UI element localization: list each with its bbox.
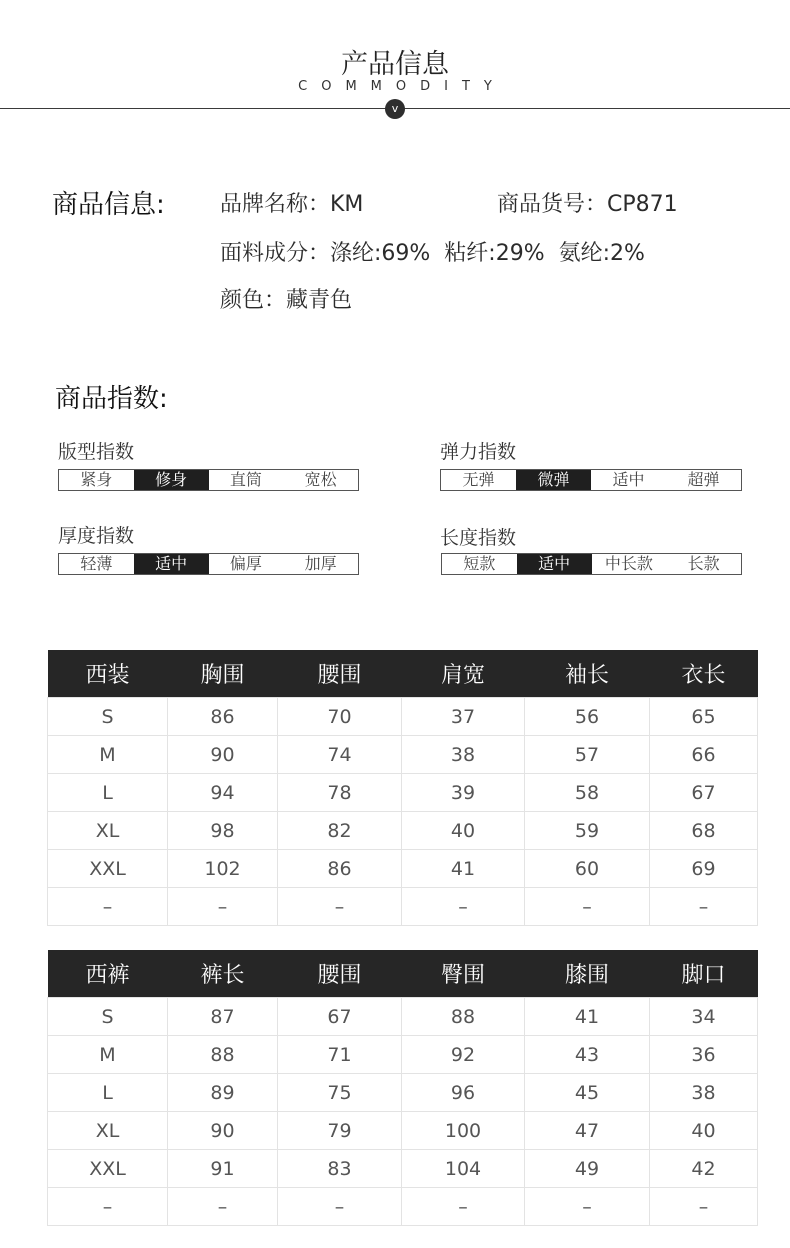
table-cell: XL	[48, 1112, 168, 1150]
table-row	[48, 1150, 758, 1188]
table-row	[48, 850, 758, 888]
table-cell: 60	[525, 850, 650, 888]
table-cell: 37	[402, 698, 525, 736]
table-cell: 83	[278, 1150, 402, 1188]
table-row	[48, 1036, 758, 1074]
table-cell: 69	[650, 850, 758, 888]
table-cell: 86	[278, 850, 402, 888]
table-cell: 82	[278, 812, 402, 850]
table-cell: M	[48, 736, 168, 774]
table-cell: 58	[525, 774, 650, 812]
column-header: 肩宽	[402, 650, 525, 698]
table-cell: M	[48, 1036, 168, 1074]
table-cell: 86	[168, 698, 278, 736]
scale-option: 加厚	[304, 554, 337, 573]
table-cell: 100	[402, 1112, 525, 1150]
color-text: 颜色：藏青色	[220, 288, 353, 313]
scale-option: 微弹	[516, 470, 591, 490]
table-cell: 102	[168, 850, 278, 888]
table-cell: 67	[650, 774, 758, 812]
table-row	[48, 1074, 758, 1112]
table-cell: 78	[278, 774, 402, 812]
elasticity-index-title: 弹力指数	[440, 441, 517, 463]
table-cell: L	[48, 774, 168, 812]
table-cell: –	[168, 1188, 278, 1226]
table-cell: –	[650, 1188, 758, 1226]
column-header: 裤长	[168, 950, 278, 998]
table-cell: 68	[650, 812, 758, 850]
brand-text: 品牌名称：KM	[220, 192, 364, 217]
table-cell: 47	[525, 1112, 650, 1150]
column-header: 臀围	[402, 950, 525, 998]
page-subtitle: COMMODITY	[298, 79, 506, 94]
table-cell: 96	[402, 1074, 525, 1112]
table-cell: –	[278, 1188, 402, 1226]
table-cell: 71	[278, 1036, 402, 1074]
table-row	[48, 1112, 758, 1150]
suit-size-table	[47, 650, 758, 926]
thickness-index-title: 厚度指数	[58, 525, 135, 547]
table-cell: 70	[278, 698, 402, 736]
table-cell: 104	[402, 1150, 525, 1188]
table-cell: –	[48, 888, 168, 926]
table-cell: 40	[402, 812, 525, 850]
table-cell: 89	[168, 1074, 278, 1112]
table-cell: –	[168, 888, 278, 926]
scale-option: 无弹	[462, 470, 495, 489]
table-row	[48, 774, 758, 812]
table-row	[48, 698, 758, 736]
table-cell: –	[278, 888, 402, 926]
table-cell: S	[48, 698, 168, 736]
table-cell: 45	[525, 1074, 650, 1112]
length-index-scale	[441, 553, 742, 575]
scale-option: 长款	[687, 554, 720, 573]
sku-text: 商品货号：CP871	[497, 192, 678, 217]
fabric-text: 面料成分：涤纶:69% 粘纤:29% 氨纶:2%	[220, 241, 645, 266]
table-cell: –	[48, 1188, 168, 1226]
table-cell: 94	[168, 774, 278, 812]
column-header: 袖长	[525, 650, 650, 698]
table-cell: 59	[525, 812, 650, 850]
table-cell: 56	[525, 698, 650, 736]
indices-heading: 商品指数:	[55, 384, 168, 414]
scale-option: 直筒	[229, 470, 262, 489]
table-row	[48, 1188, 758, 1226]
product-info-heading: 商品信息:	[52, 190, 165, 220]
column-header: 膝围	[525, 950, 650, 998]
table-cell: XL	[48, 812, 168, 850]
table-cell: –	[650, 888, 758, 926]
scale-option: 适中	[517, 554, 592, 574]
table-cell: 39	[402, 774, 525, 812]
scale-option: 宽松	[304, 470, 337, 489]
scale-option: 中长款	[604, 554, 653, 573]
thickness-index-scale	[58, 553, 359, 575]
scale-option: 轻薄	[80, 554, 113, 573]
table-cell: 91	[168, 1150, 278, 1188]
column-header: 胸围	[168, 650, 278, 698]
table-cell: 88	[168, 1036, 278, 1074]
table-cell: 79	[278, 1112, 402, 1150]
table-cell: 75	[278, 1074, 402, 1112]
table-cell: 41	[525, 998, 650, 1036]
table-cell: 74	[278, 736, 402, 774]
table-cell: –	[402, 888, 525, 926]
table-cell: –	[525, 1188, 650, 1226]
table-cell: S	[48, 998, 168, 1036]
scale-option: 适中	[134, 554, 209, 574]
table-cell: –	[402, 1188, 525, 1226]
table-cell: 90	[168, 736, 278, 774]
fit-index-title: 版型指数	[58, 441, 135, 463]
pants-size-table	[47, 950, 758, 1226]
scale-option: 紧身	[80, 470, 113, 489]
column-header: 腰围	[278, 650, 402, 698]
table-cell: XXL	[48, 850, 168, 888]
table-cell: 43	[525, 1036, 650, 1074]
table-cell: XXL	[48, 1150, 168, 1188]
table-cell: –	[525, 888, 650, 926]
table-cell: 87	[168, 998, 278, 1036]
scale-option: 适中	[612, 470, 645, 489]
table-row	[48, 736, 758, 774]
table-cell: 42	[650, 1150, 758, 1188]
page-title: 产品信息	[341, 49, 449, 80]
table-row	[48, 812, 758, 850]
table-row	[48, 998, 758, 1036]
table-cell: 98	[168, 812, 278, 850]
scale-option: 超弹	[687, 470, 720, 489]
scale-option: 修身	[134, 470, 209, 490]
column-header: 西裤	[48, 950, 168, 998]
scale-option: 短款	[463, 554, 496, 573]
table-row	[48, 888, 758, 926]
table-cell: 36	[650, 1036, 758, 1074]
table-header-row	[48, 650, 758, 698]
table-cell: 38	[402, 736, 525, 774]
table-cell: 90	[168, 1112, 278, 1150]
fit-index-scale	[58, 469, 359, 491]
table-cell: 49	[525, 1150, 650, 1188]
table-cell: 38	[650, 1074, 758, 1112]
column-header: 腰围	[278, 950, 402, 998]
table-cell: 34	[650, 998, 758, 1036]
column-header: 西装	[48, 650, 168, 698]
elasticity-index-scale	[440, 469, 742, 491]
scale-option: 偏厚	[229, 554, 262, 573]
chevron-down-icon: v	[385, 99, 405, 119]
length-index-title: 长度指数	[440, 527, 517, 549]
table-cell: 57	[525, 736, 650, 774]
table-cell: 67	[278, 998, 402, 1036]
table-header-row	[48, 950, 758, 998]
table-cell: 41	[402, 850, 525, 888]
table-cell: 92	[402, 1036, 525, 1074]
table-cell: 66	[650, 736, 758, 774]
table-cell: 65	[650, 698, 758, 736]
column-header: 脚口	[650, 950, 758, 998]
table-cell: 40	[650, 1112, 758, 1150]
column-header: 衣长	[650, 650, 758, 698]
table-cell: 88	[402, 998, 525, 1036]
table-cell: L	[48, 1074, 168, 1112]
